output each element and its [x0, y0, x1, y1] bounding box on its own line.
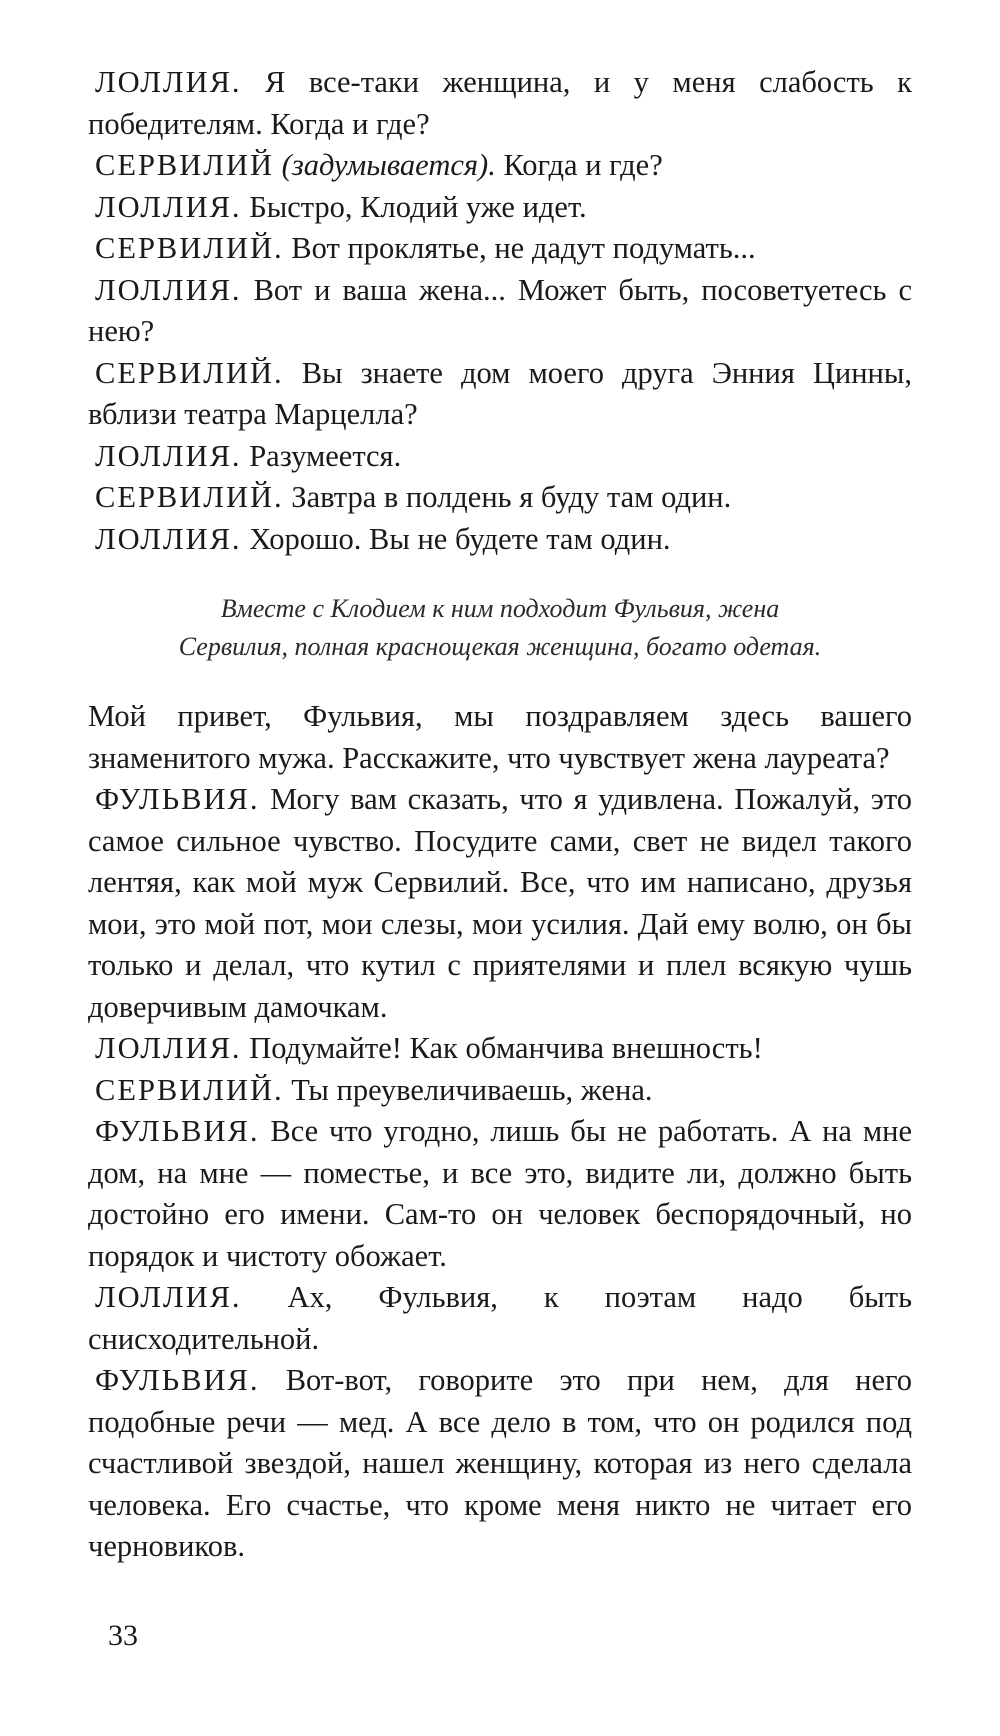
- speaker-name: ЛОЛЛИЯ.: [95, 1280, 242, 1314]
- dialogue-line: [88, 145, 912, 187]
- speaker-name: ЛОЛЛИЯ.: [95, 189, 242, 224]
- stage-note: (задумывается).: [281, 148, 496, 182]
- line-text: Ах, Фульвия, к поэтам надо быть снисходительной.: [88, 1280, 913, 1356]
- dialogue-line: [88, 187, 912, 229]
- dialogue-line: [88, 436, 912, 478]
- dialogue-continuation: Мой привет, Фульвия, мы поздравляем здесь вашего знаменитого мужа. Расскажите, что чувствует жена лауреата?: [88, 699, 912, 775]
- stage-direction-line: Вместе с Клодием к ним подходит Фульвия, жена: [220, 594, 780, 623]
- speaker-name: ФУЛЬВИЯ.: [95, 1363, 260, 1397]
- dialogue-line: [88, 228, 912, 270]
- line-text: Могу вам сказать, что я удивлена. Пожалуй, это самое сильное чувство. Посудите сами, свет не видел такого лентяя, как мой муж Сервилий. Все, что им написано, друзья мои, это мой пот, мои слезы, мои усилия. Дай ему волю, он бы только и делал, что кутил с приятелями и плел всякую чушь доверчивым дамочкам.: [88, 782, 912, 1024]
- line-text: Все что угодно, лишь бы не работать. А на мне дом, на мне — поместье, и все это, видите ли, должно быть достойно его имени. Сам-то он человек беспорядочный, но порядок и чистоту обожает.: [88, 1114, 913, 1273]
- speaker-name: ЛОЛЛИЯ.: [95, 521, 242, 556]
- dialogue-line: [88, 1070, 912, 1112]
- line-text: Вот проклятье, не дадут подумать...: [291, 231, 756, 265]
- dialogue-line: [88, 1028, 912, 1070]
- page-number: 33: [108, 1619, 138, 1652]
- speaker-name: ЛОЛЛИЯ.: [95, 272, 242, 307]
- line-text: Подумайте! Как обманчива внешность!: [249, 1031, 763, 1065]
- dialogue-line: [88, 1277, 912, 1360]
- line-text: Завтра в полдень я буду там один.: [291, 480, 732, 514]
- dialogue-bottom: [88, 696, 912, 1568]
- line-text: Хорошо. Вы не будете там один.: [249, 521, 671, 556]
- speaker-name: СЕРВИЛИЙ.: [95, 1072, 284, 1107]
- page-body: [88, 62, 912, 1568]
- dialogue-line: [88, 1360, 912, 1568]
- dialogue-top: [88, 62, 912, 560]
- stage-direction-line: Сервилия, полная краснощекая женщина, богато одетая.: [178, 632, 822, 661]
- speaker-name: СЕРВИЛИЙ.: [95, 231, 284, 265]
- line-text: Вот и ваша жена... Может быть, посоветуетесь с нею?: [88, 272, 912, 348]
- line-text: Вот-вот, говорите это при нем, для него подобные речи — мед. А все дело в том, что он родился под счастливой звездой, нашел женщину, которая из него сделала человека. Его счастье, что кроме меня никто не читает его черновиков.: [88, 1363, 912, 1563]
- speaker-name: ФУЛЬВИЯ.: [95, 1114, 260, 1148]
- speaker-name: ЛОЛЛИЯ.: [95, 65, 242, 99]
- dialogue-line: [88, 1111, 912, 1277]
- dialogue-line: [88, 779, 912, 1028]
- dialogue-line: [88, 519, 912, 561]
- dialogue-line: [88, 270, 912, 353]
- line-text: Вы знаете дом моего друга Энния Цинны, вблизи театра Марцелла?: [88, 355, 912, 431]
- speaker-name: СЕРВИЛИЙ.: [95, 355, 284, 390]
- dialogue-line: [88, 62, 912, 145]
- stage-direction: [88, 590, 912, 666]
- line-text: Когда и где?: [503, 148, 663, 182]
- line-text: Быстро, Клодий уже идет.: [249, 189, 587, 224]
- speaker-name: СЕРВИЛИЙ.: [95, 480, 284, 514]
- dialogue-line: [88, 353, 912, 436]
- dialogue-line: [88, 477, 912, 519]
- line-text: Разумеется.: [249, 438, 402, 473]
- speaker-name: СЕРВИЛИЙ: [95, 148, 275, 182]
- speaker-name: ЛОЛЛИЯ.: [95, 1031, 242, 1065]
- line-text: Я все-таки женщина, и у меня слабость к победителям. Когда и где?: [88, 65, 912, 141]
- speaker-name: ФУЛЬВИЯ.: [95, 782, 260, 816]
- speaker-name: ЛОЛЛИЯ.: [95, 438, 242, 473]
- line-text: Ты преувеличиваешь, жена.: [291, 1072, 653, 1107]
